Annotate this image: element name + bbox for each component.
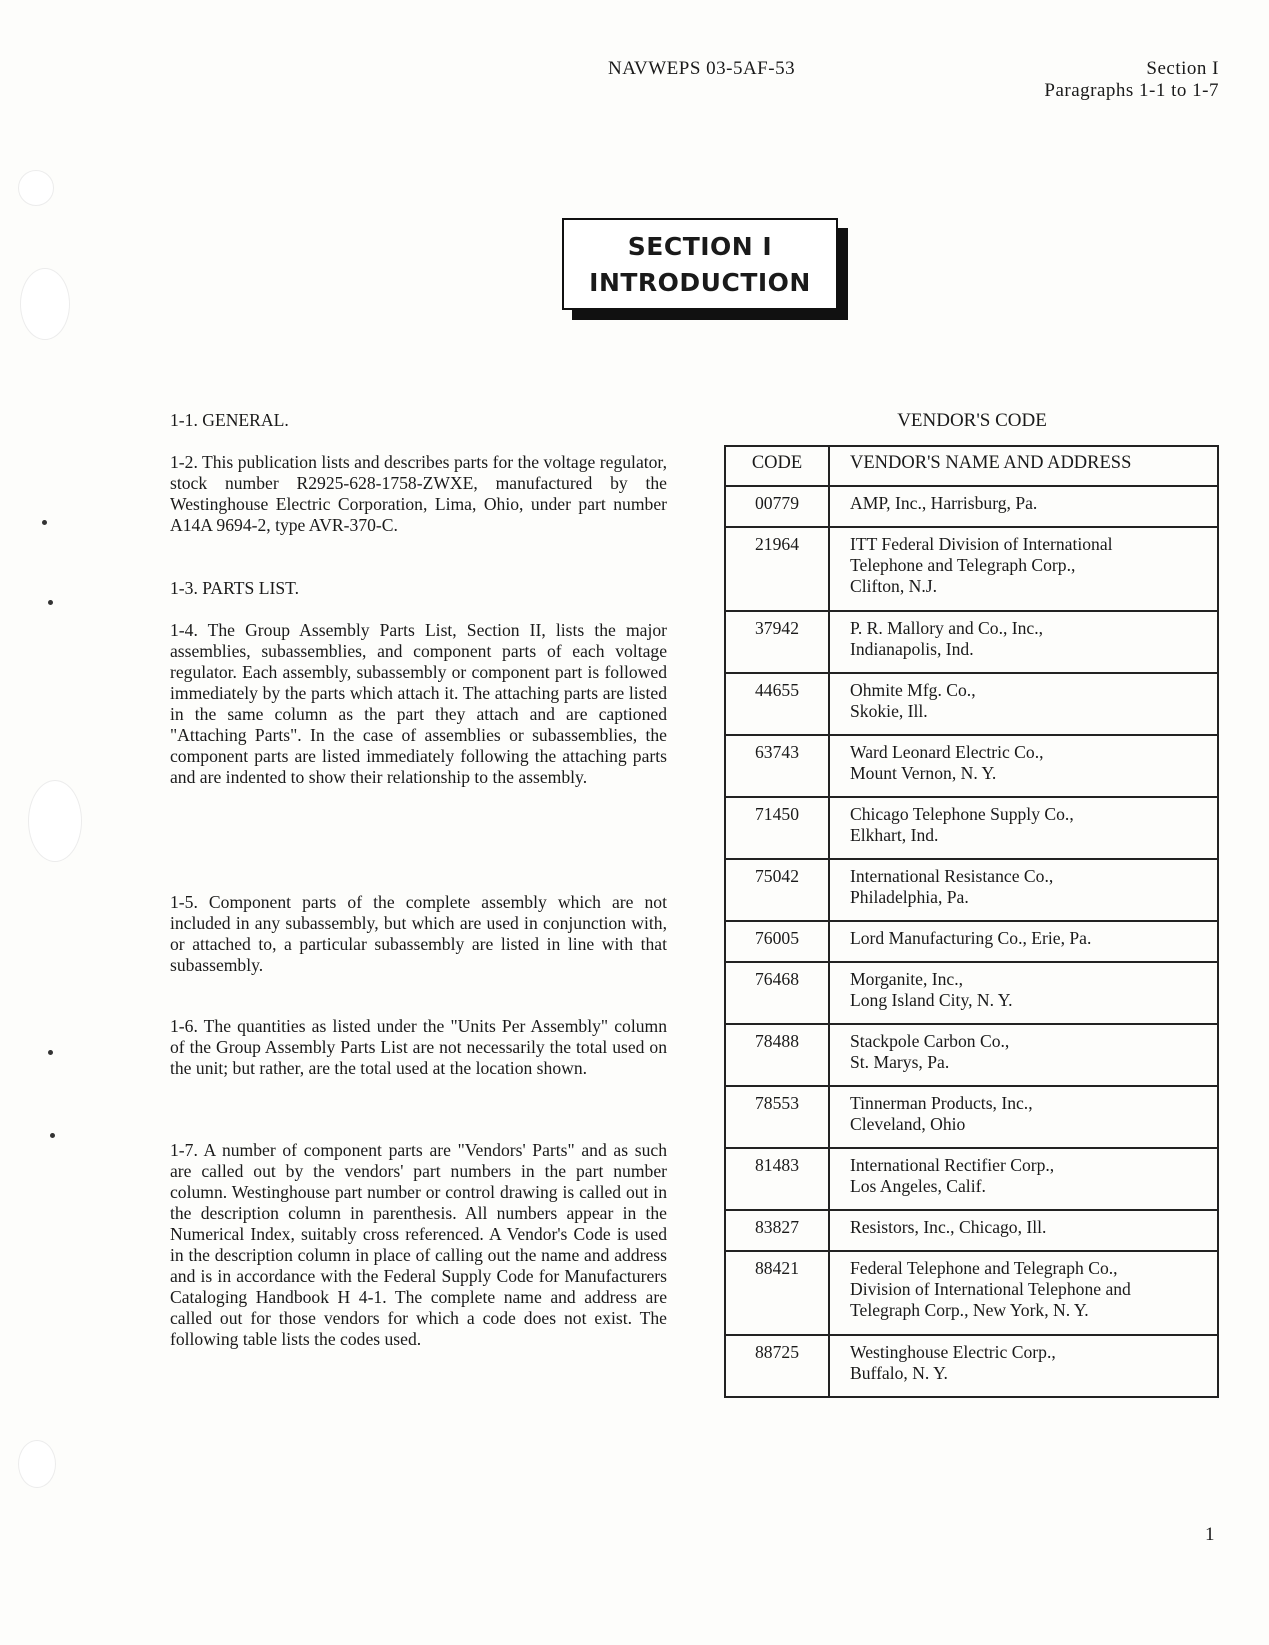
vendor-name: Morganite, Inc., Long Island City, N. Y. (829, 962, 1218, 1024)
vendor-name: Ward Leonard Electric Co., Mount Vernon, N. Y. (829, 735, 1218, 797)
paragraph-range: Paragraphs 1-1 to 1-7 (1044, 80, 1219, 101)
paragraph-1-1: 1-1. GENERAL. (170, 410, 289, 430)
paragraph-1-5: 1-5. Component parts of the complete assembly which are not included in any subassembly, but which are used in conjunction with, or attached to, a particular subassembly are listed in line with that subassembly. (170, 892, 667, 975)
margin-mark (48, 600, 53, 605)
punch-hole (18, 170, 54, 206)
vendor-code: 83827 (725, 1210, 829, 1251)
table-row (725, 673, 1218, 735)
vendor-code: 88725 (725, 1335, 829, 1397)
punch-hole (20, 268, 70, 340)
paragraph-1-6: 1-6. The quantities as listed under the "Units Per Assembly" column of the Group Assembly Parts List are not necessarily the total used on the unit; but rather, are the total used at the location shown. (170, 1016, 667, 1078)
table-row (725, 527, 1218, 611)
vendor-code: 76005 (725, 921, 829, 962)
paragraph-1-3: 1-3. PARTS LIST. (170, 578, 299, 598)
table-row (725, 735, 1218, 797)
section-title-box (562, 218, 838, 310)
vendor-name: Tinnerman Products, Inc., Cleveland, Ohio (829, 1086, 1218, 1148)
vendor-code: 21964 (725, 527, 829, 611)
paragraph-1-2: 1-2. This publication lists and describes parts for the voltage regulator, stock number R2925-628-1758-ZWXE, manufactured by the Westinghouse Electric Corporation, Lima, Ohio, under part number A14A 9694-2, type AVR-370-C. (170, 452, 667, 535)
vendor-code: 78553 (725, 1086, 829, 1148)
vendor-name: International Rectifier Corp., Los Angeles, Calif. (829, 1148, 1218, 1210)
table-header-row (725, 446, 1218, 486)
table-row (725, 797, 1218, 859)
title-box-shadow (838, 228, 848, 320)
paragraph-1-7: 1-7. A number of component parts are "Vendors' Parts" and as such are called out by the vendors' part numbers in the part number column. Westinghouse part number or control drawing is called out in the description column in parenthesis. All numbers appear in the Numerical Index, suitably cross referenced. A Vendor's Code is used in the description column in place of calling out the name and address and is in accordance with the Federal Supply Code for Manufacturers Cataloging Handbook H 4-1. The complete name and address are called out for those vendors for which a code does not exist. The following table lists the codes used. (170, 1140, 667, 1349)
punch-hole (28, 780, 82, 862)
table-row (725, 962, 1218, 1024)
vendor-name: Stackpole Carbon Co., St. Marys, Pa. (829, 1024, 1218, 1086)
table-row (725, 1210, 1218, 1251)
title-box-shadow (572, 310, 848, 320)
vendor-code: 44655 (725, 673, 829, 735)
column-header-code: CODE (725, 446, 829, 486)
vendor-name: AMP, Inc., Harrisburg, Pa. (829, 486, 1218, 527)
table-row (725, 486, 1218, 527)
margin-mark (42, 520, 47, 525)
table-row (725, 1148, 1218, 1210)
table-row (725, 1024, 1218, 1086)
vendor-name: Ohmite Mfg. Co., Skokie, Ill. (829, 673, 1218, 735)
vendor-code: 37942 (725, 611, 829, 673)
vendor-name: Westinghouse Electric Corp., Buffalo, N. Y. (829, 1335, 1218, 1397)
vendor-code-heading: VENDOR'S CODE (897, 410, 1047, 431)
margin-mark (50, 1133, 55, 1138)
page-number: 1 (1205, 1524, 1215, 1545)
punch-hole (18, 1440, 56, 1488)
margin-mark (48, 1050, 53, 1055)
running-head (1044, 58, 1219, 102)
vendor-name: Lord Manufacturing Co., Erie, Pa. (829, 921, 1218, 962)
vendor-code: 81483 (725, 1148, 829, 1210)
table-row (725, 1086, 1218, 1148)
vendor-code: 76468 (725, 962, 829, 1024)
vendor-code: 63743 (725, 735, 829, 797)
vendor-code: 75042 (725, 859, 829, 921)
table-row (725, 921, 1218, 962)
vendor-name: P. R. Mallory and Co., Inc., Indianapolis, Ind. (829, 611, 1218, 673)
document-number: NAVWEPS 03-5AF-53 (608, 58, 796, 79)
table-row (725, 1251, 1218, 1335)
table-row (725, 611, 1218, 673)
vendor-name: ITT Federal Division of International Telephone and Telegraph Corp., Clifton, N.J. (829, 527, 1218, 611)
vendor-code: 88421 (725, 1251, 829, 1335)
table-row (725, 1335, 1218, 1397)
vendor-name: Federal Telephone and Telegraph Co., Division of International Telephone and Telegraph Corp., New York, N. Y. (829, 1251, 1218, 1335)
section-label: Section I (1146, 58, 1219, 79)
vendor-code: 78488 (725, 1024, 829, 1086)
vendor-code-table (724, 445, 1219, 1398)
section-title: SECTION I (627, 232, 773, 261)
column-header-vendor: VENDOR'S NAME AND ADDRESS (829, 446, 1218, 486)
paragraph-1-4: 1-4. The Group Assembly Parts List, Section II, lists the major assemblies, subassemblies, and component parts of each voltage regulator. Each assembly, subassembly or component part is followed immediately by the parts which attach it. The attaching parts are listed in the same column as the part they attach and are captioned "Attaching Parts". In the case of assemblies or subassemblies, the component parts are listed immediately following the attaching parts and are indented to show their relationship to the assembly. (170, 620, 667, 787)
vendor-name: Resistors, Inc., Chicago, Ill. (829, 1210, 1218, 1251)
vendor-code: 71450 (725, 797, 829, 859)
vendor-code: 00779 (725, 486, 829, 527)
table-row (725, 859, 1218, 921)
vendor-name: Chicago Telephone Supply Co., Elkhart, Ind. (829, 797, 1218, 859)
vendor-name: International Resistance Co., Philadelphia, Pa. (829, 859, 1218, 921)
section-subtitle: INTRODUCTION (589, 268, 811, 297)
